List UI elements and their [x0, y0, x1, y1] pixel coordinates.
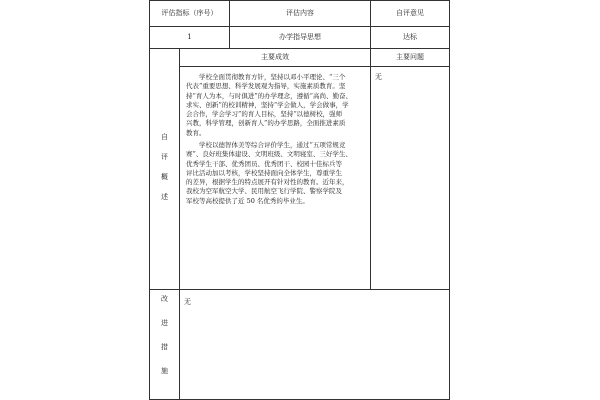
achievements-heading: 主要成效 [179, 48, 371, 67]
header-opinion: 自评意见 [370, 0, 450, 27]
improvement-text: 无 [184, 298, 191, 306]
problems-text: 无 [375, 73, 382, 81]
header-indicator: 评估指标（序号） [149, 0, 230, 27]
problems-body [370, 66, 450, 290]
problems-heading: 主要问题 [370, 48, 450, 67]
indicator-number: 1 [149, 26, 230, 49]
improvement-side [149, 289, 180, 400]
indicator-opinion: 达标 [370, 26, 450, 49]
improvement-label: 改 进 措 施 [161, 295, 168, 375]
evaluation-form [149, 0, 450, 400]
achievements-body [179, 66, 371, 290]
achievements-paragraph-2: 学校以德智体美等综合评价学生，通过“五项常规竞 赛”、良好班集体建设、文明班级、文明寝室、三好学生、 优秀学生干部、优秀团员、优秀团干、校园十佳标兵等 评比活动加以考核，学校坚持面向全体学生，尊重学生 的差异，根据学生的特点展开有针对性的教育。近年来， 我校为空军航空大学、民用航空飞行学院、警察学院及 军校等高校提供了近 50 名优秀的毕业生。 [186, 141, 352, 205]
indicator-content: 办学指导思想 [229, 26, 371, 49]
self-review-label: 自 评 概 述 [161, 133, 168, 201]
achievements-paragraph-1: 学校全面贯彻教育方针，坚持以邓小平理论、“三个 代表”重要思想、科学发展观为指导，实施素质教育。坚 持“育人为本，与时俱进”的办学理念，遵循“高尚、勤奋、 求实、创新”的校训精神，坚持“学会做人，学会做事，学 会合作，学会学习”的育人目标，坚持“以德树校，强师 兴教，科学管理，创新育人”的办学思路，全面推进素质 教育。 [186, 73, 352, 137]
improvement-body [179, 289, 450, 400]
header-content: 评估内容 [229, 0, 371, 27]
self-review-side [149, 48, 180, 290]
